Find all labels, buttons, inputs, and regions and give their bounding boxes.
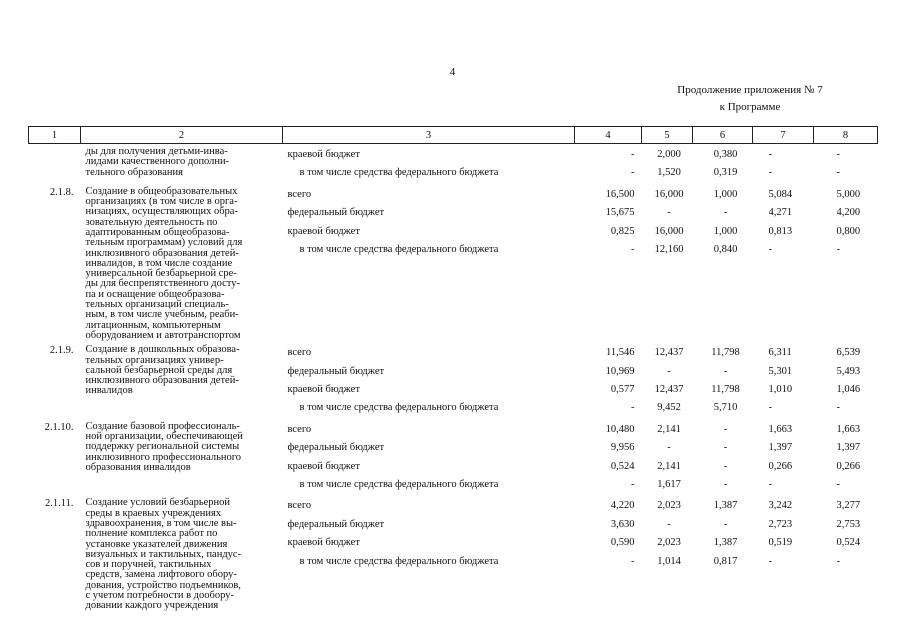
value-column-6	[693, 418, 753, 495]
column-header: 1	[29, 127, 81, 144]
column-header: 4	[575, 127, 642, 144]
description-line: ной организации, обеспечивающей	[85, 431, 243, 443]
value-cell: 11,546	[606, 347, 635, 359]
value-cell: 3,630	[610, 518, 635, 530]
description-line: тельным программам) условий для	[85, 237, 243, 249]
column-header: 6	[693, 127, 753, 144]
value-cell: -	[723, 518, 728, 530]
value-column-5	[642, 144, 693, 183]
table-row	[29, 144, 878, 183]
value-cell: -	[631, 478, 635, 490]
item-description	[81, 418, 283, 495]
value-column-6	[693, 341, 753, 418]
value-cell: 1,387	[713, 537, 738, 549]
value-cell: 5,710	[713, 402, 738, 414]
description-line: визуальных и тактильных, пандус-	[85, 548, 242, 560]
description-line: зовательную деятельность по	[85, 216, 218, 228]
funding-source-label: федеральный бюджет	[287, 365, 385, 377]
value-cell: 12,437	[654, 384, 684, 396]
value-cell: 0,800	[836, 225, 861, 237]
description-line: ным, в том числе учебным, реаби-	[85, 309, 239, 321]
description-line: универсальной безбарьерной сре-	[85, 268, 237, 280]
description-line: с учетом потребности в дообору-	[85, 590, 234, 602]
value-cell: 0,524	[836, 537, 861, 549]
value-column-5	[642, 341, 693, 418]
value-cell: -	[768, 478, 772, 490]
value-cell: 1,010	[768, 384, 793, 396]
funding-sources	[283, 341, 575, 418]
description-line: лидами качественного дополни-	[85, 156, 230, 168]
description-line: дования, устройство подъемников,	[85, 579, 241, 591]
value-cell: -	[768, 243, 772, 255]
value-cell: 1,387	[713, 500, 738, 512]
value-cell: 5,301	[768, 365, 793, 377]
value-cell: 0,380	[713, 149, 738, 160]
value-cell: 11,798	[711, 347, 740, 359]
description-line: инклюзивного образования детей-	[85, 375, 239, 387]
value-column-6	[693, 494, 753, 611]
description-line: инвалидов	[85, 385, 133, 397]
description-line: сальной безбарьерной среды для	[85, 364, 233, 376]
funding-source-label: краевой бюджет	[287, 460, 360, 472]
funding-source-label: всего	[287, 423, 312, 435]
value-cell: -	[836, 478, 840, 490]
value-cell: -	[631, 555, 635, 567]
value-cell: 2,000	[657, 149, 681, 160]
description-line: здравоохранения, в том числе вы-	[85, 517, 237, 529]
value-cell: 1,663	[836, 423, 861, 435]
value-column-5	[642, 494, 693, 611]
value-column-4	[575, 144, 642, 183]
description-line: литационным, компьютерным	[85, 319, 221, 331]
value-column-4	[575, 494, 642, 611]
value-cell: -	[667, 207, 671, 219]
value-cell: -	[836, 149, 840, 160]
funding-source-label: краевой бюджет	[287, 537, 360, 549]
column-header: 5	[642, 127, 693, 144]
description-line: инвалидов, в том числе создание	[85, 257, 233, 269]
funding-sources	[283, 144, 575, 183]
item-number: 2.1.8.	[49, 186, 74, 198]
value-cell: 16,000	[654, 225, 684, 237]
value-cell: 2,141	[657, 460, 681, 472]
value-cell: 11,798	[711, 384, 740, 396]
value-column-6	[693, 144, 753, 183]
value-column-4	[575, 418, 642, 495]
funding-source-label: в том числе средства федерального бюджета	[299, 243, 499, 255]
description-line: организациях (в том числе в орга-	[85, 196, 238, 208]
value-cell: 1,397	[836, 442, 861, 454]
table-row	[29, 341, 878, 418]
description-line: ды для получения детьми-инва-	[85, 146, 228, 157]
value-cell: 12,160	[654, 243, 684, 255]
value-cell: -	[631, 167, 635, 179]
value-column-7	[753, 144, 814, 183]
value-cell: -	[631, 402, 635, 414]
description-line: среды в краевых учреждениях	[85, 507, 222, 519]
value-cell: 1,397	[768, 442, 793, 454]
funding-sources	[283, 183, 575, 341]
value-column-8	[814, 494, 878, 611]
value-column-4	[575, 183, 642, 341]
item-description	[81, 144, 283, 183]
description-line: низациях, осуществляющих обра-	[85, 206, 238, 218]
item-description	[81, 494, 283, 611]
value-cell: 1,000	[713, 225, 738, 237]
description-line: тельного образования	[85, 166, 183, 178]
value-column-8	[814, 341, 878, 418]
description-line: тельных организаций специаль-	[85, 299, 229, 311]
value-column-7	[753, 341, 814, 418]
description-line: адаптированным общеобразова-	[85, 226, 230, 238]
value-cell: -	[667, 442, 671, 454]
funding-sources	[283, 418, 575, 495]
description-line: па и оснащение общеобразова-	[85, 288, 225, 300]
table-body	[29, 144, 878, 612]
item-number	[29, 144, 81, 183]
value-column-8	[814, 144, 878, 183]
value-cell: 0,524	[610, 460, 635, 472]
value-column-5	[642, 183, 693, 341]
funding-source-label: краевой бюджет	[287, 149, 360, 160]
value-cell: 0,319	[713, 167, 738, 179]
value-cell: -	[723, 460, 728, 472]
description-line: инклюзивного профессионального	[85, 451, 242, 463]
table-row	[29, 418, 878, 495]
value-cell: 2,023	[657, 537, 681, 549]
value-cell: -	[836, 167, 840, 179]
item-number: 2.1.10.	[44, 421, 74, 433]
value-cell: 4,200	[836, 207, 861, 219]
value-column-7	[753, 494, 814, 611]
description-line: Создание условий безбарьерной	[85, 497, 231, 509]
description-line: Создание в общеобразовательных	[85, 185, 238, 197]
value-column-7	[753, 418, 814, 495]
description-line: довании каждого учреждения	[85, 600, 219, 612]
item-description	[81, 341, 283, 418]
value-cell: -	[768, 555, 772, 567]
value-cell: 2,753	[836, 518, 861, 530]
value-cell: 0,519	[768, 537, 793, 549]
value-cell: 9,956	[610, 442, 635, 454]
value-cell: -	[667, 365, 671, 377]
value-cell: -	[836, 243, 840, 255]
value-cell: 0,577	[610, 384, 635, 396]
description-line: Создание в дошкольных образова-	[85, 344, 240, 356]
value-cell: 10,480	[605, 423, 635, 435]
value-cell: 1,046	[836, 384, 861, 396]
appendix-continuation-heading: Продолжение приложения № 7	[677, 84, 823, 96]
value-cell: 9,452	[657, 402, 681, 414]
description-line: инклюзивного образования детей-	[85, 247, 239, 259]
value-cell: 0,266	[768, 460, 793, 472]
item-number: 2.1.11.	[45, 498, 74, 510]
column-header: 3	[283, 127, 575, 144]
value-cell: -	[836, 555, 840, 567]
value-cell: -	[768, 167, 772, 179]
funding-source-label: в том числе средства федерального бюджета	[299, 478, 499, 490]
value-cell: 2,023	[657, 500, 681, 512]
value-cell: 16,500	[605, 188, 635, 200]
funding-source-label: в том числе средства федерального бюджета	[299, 167, 499, 179]
value-cell: 0,840	[713, 243, 738, 255]
value-cell: -	[723, 478, 728, 490]
funding-sources	[283, 494, 575, 611]
value-cell: 0,825	[610, 225, 635, 237]
value-cell: 2,723	[768, 518, 793, 530]
value-cell: -	[723, 365, 728, 377]
value-cell: 1,000	[713, 188, 738, 200]
funding-source-label: федеральный бюджет	[287, 207, 385, 219]
value-cell: 6,539	[836, 347, 861, 359]
page-number: 4	[449, 66, 456, 78]
value-cell: -	[723, 442, 728, 454]
value-cell: -	[667, 518, 671, 530]
value-cell: 1,014	[657, 555, 681, 567]
table-header-row	[29, 127, 878, 144]
value-cell: 10,969	[605, 365, 635, 377]
value-cell: 16,000	[654, 188, 684, 200]
program-reference-heading: к Программе	[719, 101, 781, 113]
value-cell: 12,437	[654, 347, 684, 359]
funding-source-label: всего	[287, 188, 312, 200]
value-cell: 6,311	[768, 347, 792, 359]
value-cell: 5,000	[836, 188, 861, 200]
funding-source-label: краевой бюджет	[287, 225, 360, 237]
value-cell: 0,266	[836, 460, 861, 472]
description-line: поддержку региональной системы	[85, 441, 240, 453]
item-number: 2.1.9.	[49, 345, 74, 357]
value-cell: 4,220	[610, 500, 635, 512]
value-column-8	[814, 183, 878, 341]
value-cell: -	[723, 207, 728, 219]
description-line: тельных организациях универ-	[85, 354, 224, 366]
description-line: образования инвалидов	[85, 461, 191, 473]
description-line: сов и поручней, тактильных	[85, 559, 212, 571]
description-line: оборудованием и автотранспортом	[85, 329, 241, 341]
value-cell: 0,817	[713, 555, 738, 567]
value-column-6	[693, 183, 753, 341]
value-column-4	[575, 341, 642, 418]
funding-source-label: в том числе средства федерального бюджета	[299, 555, 499, 567]
funding-source-label: всего	[287, 347, 312, 359]
value-cell: -	[768, 402, 772, 414]
value-cell: 1,617	[657, 478, 681, 490]
value-cell: 0,813	[768, 225, 793, 237]
column-header: 7	[753, 127, 814, 144]
description-line: Создание базовой профессиональ-	[85, 420, 240, 432]
description-line: полнение комплекса работ по	[85, 528, 218, 540]
column-header: 8	[814, 127, 878, 144]
column-header: 2	[81, 127, 283, 144]
value-cell: 5,493	[836, 365, 861, 377]
value-cell: -	[631, 149, 635, 160]
value-cell: 5,084	[768, 188, 793, 200]
value-column-8	[814, 418, 878, 495]
budget-table	[28, 126, 878, 612]
value-cell: 2,141	[657, 423, 681, 435]
value-cell: 4,271	[768, 207, 793, 219]
value-column-5	[642, 418, 693, 495]
value-cell: -	[723, 423, 728, 435]
description-line: ды для беспрепятственного досту-	[85, 278, 240, 290]
funding-source-label: в том числе средства федерального бюджета	[299, 402, 499, 414]
value-cell: -	[836, 402, 840, 414]
value-cell: 0,590	[610, 537, 635, 549]
table-row	[29, 183, 878, 341]
value-cell: -	[631, 243, 635, 255]
item-description	[81, 183, 283, 341]
funding-source-label: федеральный бюджет	[287, 518, 385, 530]
description-line: установке указателей движения	[85, 538, 228, 550]
value-cell: -	[768, 149, 772, 160]
value-cell: 1,520	[657, 167, 681, 179]
value-cell: 1,663	[768, 423, 793, 435]
value-cell: 15,675	[605, 207, 635, 219]
value-column-7	[753, 183, 814, 341]
funding-source-label: краевой бюджет	[287, 384, 360, 396]
value-cell: 3,242	[768, 500, 793, 512]
funding-source-label: всего	[287, 500, 312, 512]
table-row	[29, 494, 878, 611]
value-cell: 3,277	[836, 500, 861, 512]
description-line: средств, замена лифтового обору-	[85, 569, 237, 581]
funding-source-label: федеральный бюджет	[287, 442, 385, 454]
